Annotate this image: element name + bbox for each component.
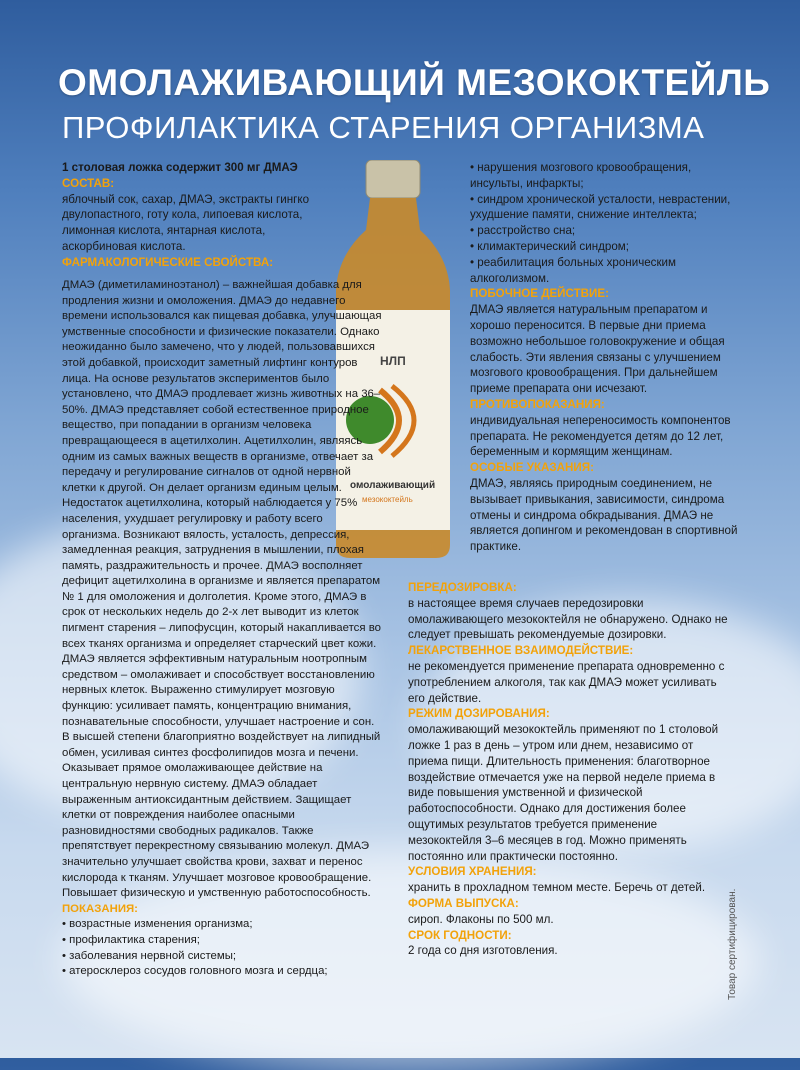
bottle-logo: НЛП <box>380 354 406 368</box>
list-item: • нарушения мозгового кровообращения, инсульты, инфаркты; <box>470 160 738 192</box>
form-text: сироп. Флаконы по 500 мл. <box>408 912 554 926</box>
side-effects-heading: ПОБОЧНОЕ ДЕЙСТВИЕ: <box>470 287 609 301</box>
left-column <box>62 160 322 271</box>
list-item: • расстройство сна; <box>470 223 738 239</box>
shelf-text: 2 года со дня изготовления. <box>408 944 558 958</box>
special-heading: ОСОБЫЕ УКАЗАНИЯ: <box>470 461 594 475</box>
certified-note: Товар сертифицирован. <box>727 888 738 1000</box>
overdose-text: в настоящее время случаев передозировки омолаживающего мезококтейля не обнаружено. Однако не следует превышать рекомендуемые дозировки. <box>408 596 728 642</box>
dosage-heading: РЕЖИМ ДОЗИРОВАНИЯ: <box>408 707 550 721</box>
contraindications-text: индивидуальная непереносимость компонентов препарата. Не рекомендуется детям до 12 лет, беременным и кормящим женщинам. <box>470 413 731 459</box>
list-item: • возрастные изменения организма; <box>62 917 382 933</box>
list-item: • атеросклероз сосудов головного мозга и сердца; <box>62 964 382 980</box>
storage-heading: УСЛОВИЯ ХРАНЕНИЯ: <box>408 865 537 879</box>
list-item: • климактерический синдром; <box>470 239 738 255</box>
shelf-heading: СРОК ГОДНОСТИ: <box>408 928 512 942</box>
dosage-text: омолаживающий мезококтейль применяют по 1 столовой ложке 1 раз в день – утром или днем, независимо от приема пищи. Длительность применения: благотворное воздействие отмечается уже на первой неделе приема в виде повышения умственной и физической работоспособности. Однако для достижения более ощутимых результатов требуется применение мезококтейля 3–6 месяцев в год. Можно применять постоянно или практически постоянно. <box>408 723 719 863</box>
page-subtitle: ПРОФИЛАКТИКА СТАРЕНИЯ ОРГАНИЗМА <box>62 110 705 145</box>
pharmacology-text: ДМАЭ (диметиламиноэтанол) – важнейшая добавка для продления жизни и омоложения. ДМАЭ до недавнего времени использовался как пищевая добавка, улучшающая умственные способности и физические показатели. Однако неожиданно было замечено, что у людей, пользовавшихся этой добавкой, происходит заметный лифтинг контуров лица. На основе результатов экспериментов было установлено, что ДМАЭ продлевает жизнь животных на 36–50%. ДМАЭ представляет собой естественное природное вещество, при попадании в организм человека превращающееся в ацетилхолин. Ацетилхолин, являясь одним из самых важных веществ в организме, отвечает за передачу и регулирование сигналов от одной нервной клетки к другой. Он делает организм единым целым. Недостаток ацетилхолина, который наблюдается у 75% населения, ухудшает регулировку и работу всего организма. Возникают вялость, усталость, депрессия, замедленная реакция, затруднения в мышлении, плохая память, раздражительность и прочее. ДМАЭ восполняет дефицит ацетилхолина в организме и является препаратом № 1 для омоложения и долголетия. Кроме этого, ДМАЭ в срок от нескольких недель до 2-х лет выводит из клеток пигмент старения – липофусцин, который накапливается во всех тканях организма и определяет старческий цвет кожи. ДМАЭ является эффективным натуральным ноотропным средством – омолаживает и способствует восстановлению нервных клеток. Выраженно стимулирует мозговую функцию: усиливает память, концентрацию внимания, познавательные способности, улучшает настроение и сон. В высшей степени благоприятно воздействует на липидный обмен, усиливая синтез фосфолипидов мозга и печени. Оказывает прямое омолаживающее действие на центральную нервную систему. ДМАЭ обладает выраженным антиоксидантным действием. Защищает клетки от повреждения наиболее опасными разновидностями свободных радикалов. Также препятствует перекрестному связыванию молекул. ДМАЭ значительно улучшает свойства крови, захват и перенос кислорода к тканям. Улучшает мозговое кровообращение. Повышает физическую и умственную работоспособность. <box>62 279 382 900</box>
pharmacology-heading: ФАРМАКОЛОГИЧЕСКИЕ СВОЙСТВА: <box>62 255 274 269</box>
interaction-text: не рекомендуется применение препарата одновременно с употреблением алкоголя, так как ДМАЭ может усиливать его действие. <box>408 659 725 705</box>
bottle-label-name: омолаживающий <box>350 480 436 491</box>
indications-heading: ПОКАЗАНИЯ: <box>62 902 138 915</box>
pharmacology-block <box>62 278 382 980</box>
form-heading: ФОРМА ВЫПУСКА: <box>408 896 519 910</box>
special-text: ДМАЭ, являясь природным соединением, не вызывает привыкания, зависимости, синдрома отмены и синдрома обкрадывания. ДМАЭ не является допингом и рекомендован в спортивной практике. <box>470 476 738 554</box>
right-column <box>470 160 738 555</box>
indications-list-right <box>470 160 738 286</box>
list-item: • профилактика старения; <box>62 933 382 949</box>
list-item: • синдром хронической усталости, неврастении, ухудшение памяти, снижение интеллекта; <box>470 192 738 224</box>
composition-text: яблочный сок, сахар, ДМАЭ, экстракты гингко двулопастного, готу кола, липоевая кислота, лимонная кислота, янтарная кислота, аскорбиновая кислота. <box>62 192 310 253</box>
bottle-label-sub: мезококтейль <box>362 495 413 504</box>
indications-list-left <box>62 917 382 979</box>
intro-text: 1 столовая ложка содержит 300 мг ДМАЭ <box>62 161 298 174</box>
interaction-heading: ЛЕКАРСТВЕННОЕ ВЗАИМОДЕЙСТВИЕ: <box>408 644 634 658</box>
composition-heading: СОСТАВ: <box>62 176 115 190</box>
list-item: • заболевания нервной системы; <box>62 949 382 965</box>
side-effects-text: ДМАЭ является натуральным препаратом и хорошо переносится. В первые дни приема возможно небольшое головокружение и общая слабость. Эти явления связаны с улучшением мозгового кровообращения. При дальнейшем приеме препарата они исчезают. <box>470 303 725 396</box>
storage-text: хранить в прохладном темном месте. Беречь от детей. <box>408 881 706 895</box>
list-item: • реабилитация больных хроническим алкоголизмом. <box>470 255 738 287</box>
contraindications-heading: ПРОТИВОПОКАЗАНИЯ: <box>470 397 605 411</box>
page-title: ОМОЛАЖИВАЮЩИЙ МЕЗОКОКТЕЙЛЬ <box>58 62 771 103</box>
overdose-heading: ПЕРЕДОЗИРОВКА: <box>408 581 517 594</box>
lower-right-column <box>408 580 730 959</box>
